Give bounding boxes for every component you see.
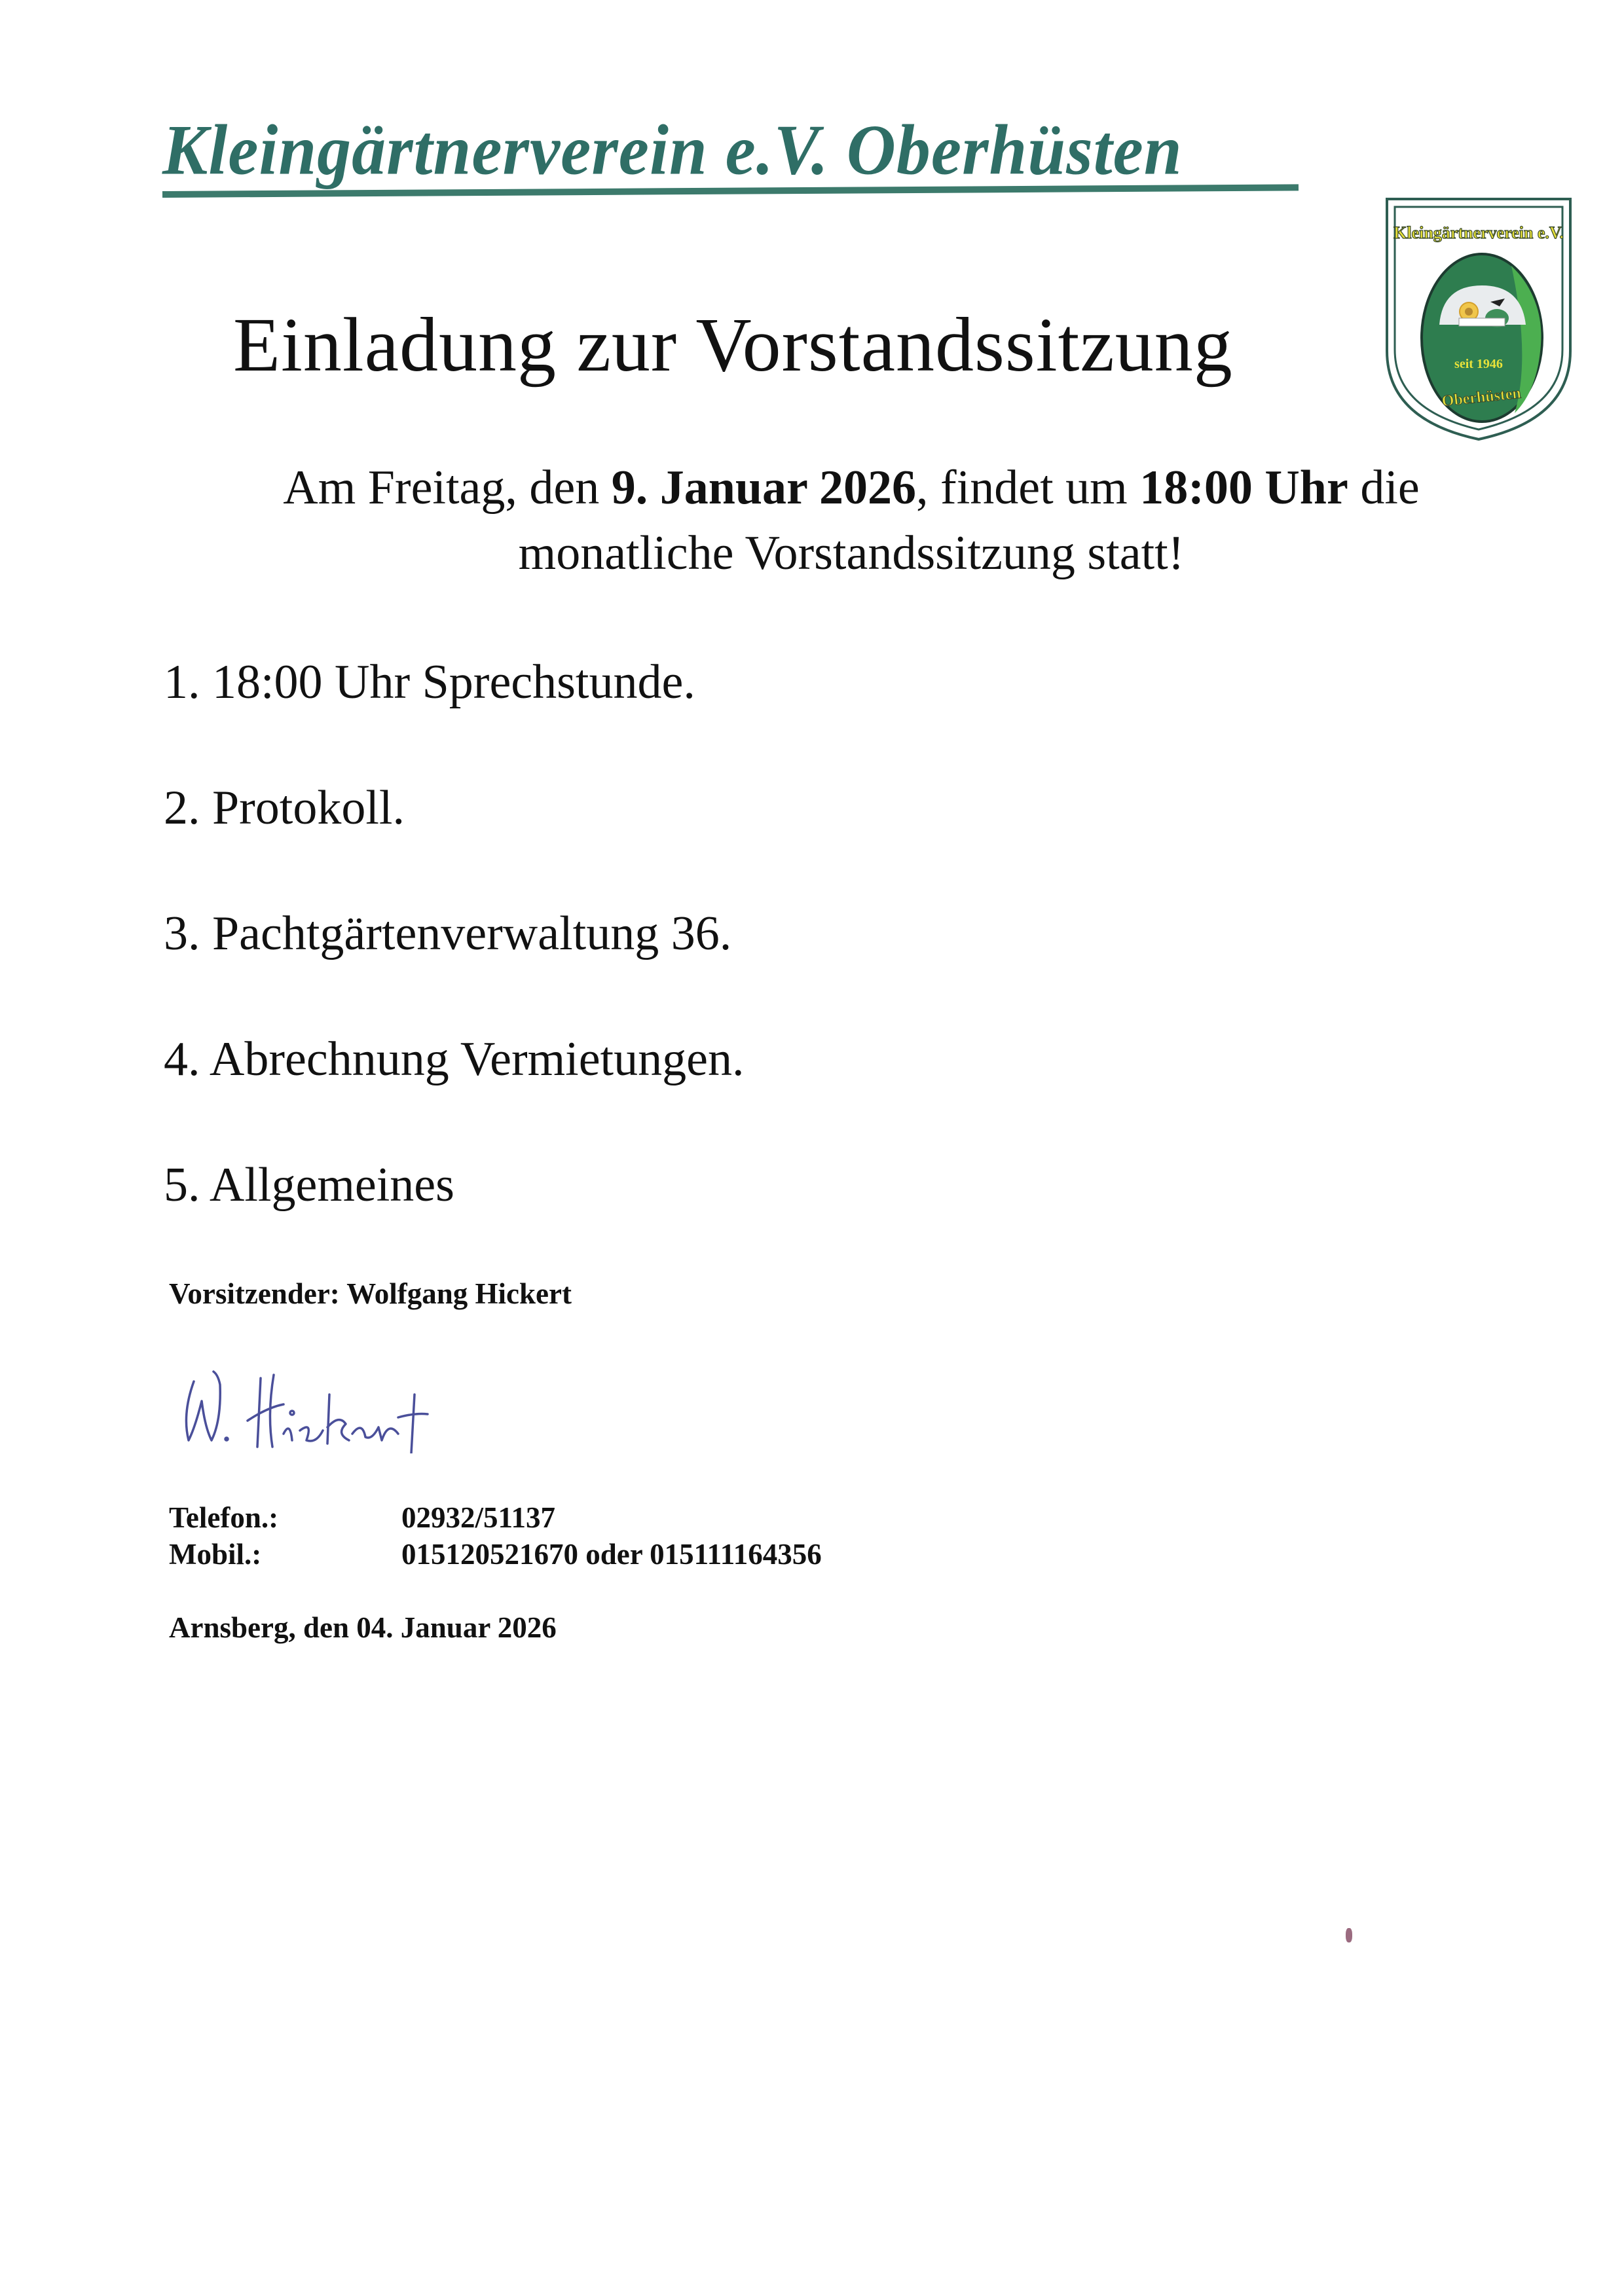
meeting-intro [157, 455, 1545, 586]
agenda-text: Pachtgärtenverwaltung 36. [212, 907, 732, 960]
meeting-date: 9. Januar 2026 [611, 461, 917, 515]
intro-line-1 [157, 455, 1545, 520]
agenda-item [164, 655, 744, 784]
agenda-text: 18:00 Uhr Sprechstunde. [212, 655, 695, 709]
agenda-text: Allgemeines [209, 1158, 454, 1212]
club-name-header: Kleingärtnerverein e.V. Oberhüsten [162, 110, 1183, 190]
handwritten-signature [175, 1355, 477, 1453]
agenda-item [164, 1032, 745, 1161]
chairman-label: Vorsitzender: [169, 1277, 340, 1310]
agenda-text: Abrechnung Vermietungen. [209, 1032, 745, 1086]
intro-text: , findet um [916, 461, 1140, 515]
logo-founded-text: seit 1946 [1454, 357, 1503, 371]
club-logo-emblem [1380, 194, 1577, 443]
intro-text: die [1348, 461, 1420, 515]
agenda-item [164, 781, 744, 909]
chairman-line [169, 1277, 572, 1311]
agenda-number: 4. [164, 1032, 200, 1086]
agenda-text: Protokoll. [212, 781, 405, 835]
mobile-label: Mobil.: [169, 1538, 262, 1571]
agenda-list [164, 655, 745, 1286]
agenda-number: 2. [164, 781, 200, 835]
scan-speck [1346, 1928, 1352, 1942]
agenda-number: 5. [164, 1158, 200, 1212]
place-and-date: Arnsberg, den 04. Januar 2026 [169, 1611, 557, 1644]
mobile-value: 015120521670 oder 015111164356 [401, 1538, 822, 1571]
logo-top-text: Kleingärtnerverein e.V. [1393, 223, 1564, 242]
phone-row [169, 1499, 822, 1536]
agenda-number: 1. [164, 655, 200, 709]
phone-label: Telefon.: [169, 1501, 279, 1534]
agenda-item [164, 1158, 744, 1286]
document-title: Einladung zur Vorstandssitzung [233, 302, 1233, 388]
agenda-item [164, 909, 744, 1035]
intro-text: Am Freitag, den [283, 461, 612, 515]
meeting-time: 18:00 Uhr [1139, 461, 1348, 515]
chairman-name: Wolfgang Hickert [346, 1277, 572, 1310]
contact-details [169, 1499, 822, 1573]
logo-bottom-text: Oberhüsten [1441, 384, 1522, 410]
phone-value: 02932/51137 [401, 1501, 556, 1534]
mobile-row [169, 1536, 822, 1573]
agenda-number: 3. [164, 907, 200, 960]
intro-line-2: monatliche Vorstandssitzung statt! [518, 526, 1185, 580]
